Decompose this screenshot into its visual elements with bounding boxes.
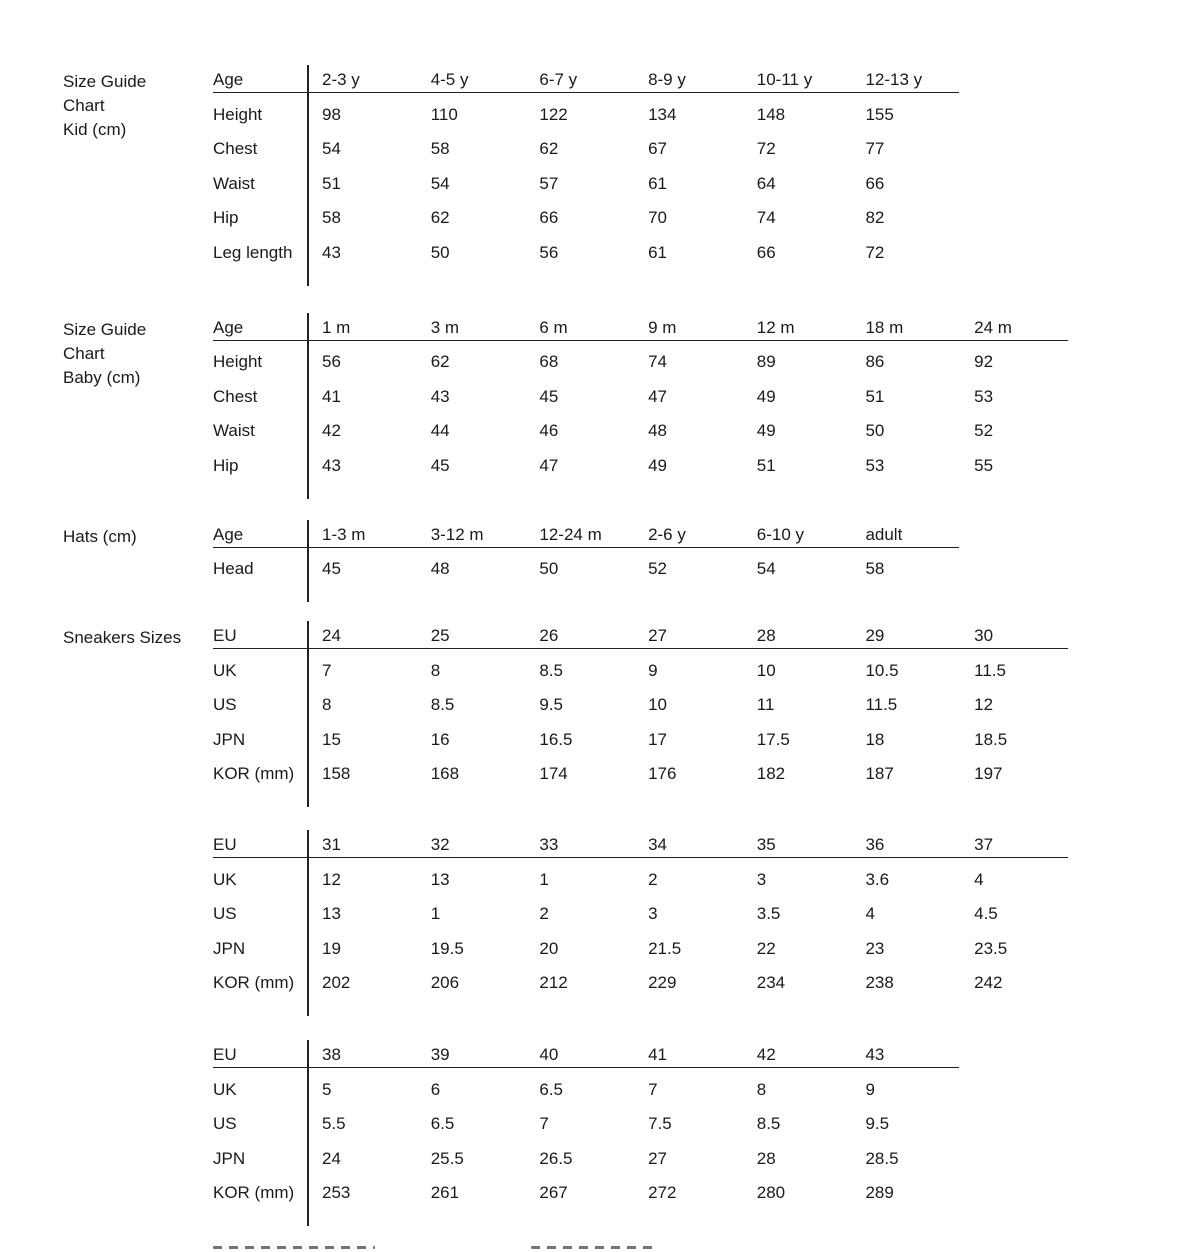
cutoff-text-fragment-left (213, 1246, 375, 1249)
value-cell: 8 (756, 1079, 767, 1099)
value-cell: 11.5 (865, 695, 898, 714)
value-cell: 68 (539, 352, 559, 371)
header-cell: 39 (430, 1045, 450, 1064)
value-cell: 44 (430, 421, 450, 440)
table-row (213, 684, 1068, 719)
value-cell: 261 (430, 1183, 460, 1202)
row-label-cell: Waist (213, 173, 255, 193)
value-cell: 1 (539, 869, 549, 889)
value-cell: 53 (974, 386, 994, 406)
value-cell: 229 (648, 973, 677, 992)
value-cell: 54 (756, 559, 776, 578)
table-row (213, 93, 959, 128)
value-cell: 17.5 (756, 729, 790, 749)
value-cell: 45 (539, 386, 559, 406)
header-cell: 10-11 y (756, 70, 813, 89)
header-label-cell: Age (213, 524, 244, 544)
table-row (213, 341, 1068, 376)
value-cell: 182 (756, 764, 786, 783)
header-label-cell: EU (213, 626, 237, 645)
column-divider-line (307, 1040, 309, 1226)
table-header-row (213, 520, 959, 548)
header-cell: 2-6 y (648, 524, 686, 544)
table-row (213, 231, 959, 266)
value-cell: 13 (322, 904, 341, 923)
column-divider-line (307, 313, 309, 499)
value-cell: 13 (430, 869, 450, 889)
table-row (213, 893, 1068, 928)
section-hats (63, 520, 1187, 603)
row-label-cell: KOR (mm) (213, 764, 295, 783)
header-cell: 1 m (322, 317, 351, 337)
kid-size-table (213, 65, 959, 286)
header-cell: 37 (974, 835, 994, 854)
header-cell: 8-9 y (648, 70, 686, 89)
section-label-line: Chart (63, 343, 105, 363)
value-cell: 92 (974, 352, 994, 371)
value-cell: 52 (974, 421, 994, 440)
table-row (213, 197, 959, 232)
value-cell: 27 (648, 1148, 667, 1168)
table-header-row (213, 1040, 959, 1068)
table-row (213, 128, 959, 163)
value-cell: 16 (430, 729, 450, 749)
value-cell: 10.5 (865, 660, 899, 680)
value-cell: 234 (756, 973, 786, 992)
row-label-cell: JPN (213, 1148, 246, 1168)
value-cell: 1 (430, 904, 441, 923)
value-cell: 20 (539, 938, 559, 958)
value-cell: 110 (430, 104, 458, 124)
row-label-cell: Height (213, 352, 263, 371)
value-cell: 242 (974, 973, 1003, 992)
header-cell: 12 m (756, 317, 795, 337)
value-cell: 5 (322, 1079, 332, 1099)
header-cell: 43 (865, 1045, 885, 1064)
row-label-cell: Head (213, 559, 254, 578)
baby-size-table (213, 313, 1068, 499)
value-cell: 74 (648, 352, 667, 371)
column-divider-line (307, 621, 309, 807)
row-label-cell: Chest (213, 139, 258, 158)
header-cell: 3-12 m (430, 524, 484, 544)
row-label-cell: UK (213, 869, 237, 889)
value-cell: 168 (430, 764, 460, 783)
value-cell: 54 (322, 139, 341, 158)
header-cell: 25 (430, 626, 450, 645)
table-row (213, 753, 1068, 788)
value-cell: 8 (430, 660, 441, 680)
value-cell: 280 (756, 1183, 786, 1202)
value-cell: 18 (865, 729, 885, 749)
value-cell: 72 (756, 139, 776, 158)
header-cell: 34 (648, 835, 667, 854)
value-cell: 82 (865, 208, 885, 227)
section-label-empty (63, 830, 213, 835)
value-cell: 50 (865, 421, 885, 440)
value-cell: 7 (539, 1114, 549, 1133)
value-cell: 10 (756, 660, 776, 680)
header-label-cell: EU (213, 1045, 237, 1064)
header-cell: 26 (539, 626, 559, 645)
header-cell: 41 (648, 1045, 667, 1064)
value-cell: 49 (756, 386, 776, 406)
value-cell: 66 (865, 173, 885, 193)
column-divider-line (307, 830, 309, 1016)
section-sneakers-1 (63, 621, 1187, 807)
value-cell: 11 (756, 695, 775, 714)
value-cell: 62 (430, 208, 450, 227)
header-label-cell: EU (213, 835, 237, 854)
section-sneakers-2 (63, 830, 1187, 1016)
value-cell: 134 (648, 104, 677, 124)
section-sneakers-3 (63, 1040, 1187, 1226)
value-cell: 5.5 (322, 1114, 346, 1133)
section-label-line: Size Guide (63, 72, 147, 91)
value-cell: 18.5 (974, 729, 1008, 749)
section-label-line: Kid (cm) (63, 120, 127, 139)
value-cell: 7.5 (648, 1114, 672, 1133)
table-row (213, 444, 1068, 479)
value-cell: 53 (865, 455, 885, 475)
header-cell: 29 (865, 626, 885, 645)
value-cell: 272 (648, 1183, 677, 1202)
value-cell: 238 (865, 973, 894, 992)
table-header-row (213, 621, 1068, 649)
row-label-cell: US (213, 904, 237, 923)
value-cell: 74 (756, 208, 776, 227)
value-cell: 176 (648, 764, 677, 783)
value-cell: 77 (865, 139, 885, 158)
row-label-cell: Hip (213, 208, 239, 227)
value-cell: 64 (756, 173, 776, 193)
section-label-line: Chart (63, 96, 105, 115)
value-cell: 43 (322, 455, 341, 475)
value-cell: 28 (756, 1148, 776, 1168)
value-cell: 55 (974, 455, 994, 475)
header-cell: 12-13 y (865, 70, 923, 89)
value-cell: 58 (430, 139, 450, 158)
header-cell: 30 (974, 626, 994, 645)
cutoff-text-fragment-right (531, 1246, 653, 1249)
header-cell: 38 (322, 1045, 341, 1064)
value-cell: 12 (322, 869, 341, 889)
value-cell: 9.5 (539, 695, 564, 714)
table-row (213, 1137, 959, 1172)
value-cell: 4 (865, 904, 875, 923)
value-cell: 17 (648, 729, 667, 749)
header-cell: 24 m (974, 317, 1012, 337)
value-cell: 51 (865, 386, 885, 406)
value-cell: 42 (322, 421, 341, 440)
sneakers-table-eu-24-30 (213, 621, 1068, 807)
value-cell: 16.5 (539, 729, 573, 749)
section-label-line: Sneakers Sizes (63, 628, 182, 647)
value-cell: 57 (539, 173, 559, 193)
value-cell: 24 (322, 1148, 341, 1168)
value-cell: 47 (648, 386, 667, 406)
value-cell: 7 (322, 660, 332, 680)
row-label-cell: Leg length (213, 242, 293, 262)
value-cell: 158 (322, 764, 351, 783)
header-cell: 12-24 m (539, 524, 602, 544)
section-kid (63, 65, 1187, 286)
table-row (213, 649, 1068, 684)
section-label-kid (63, 65, 213, 142)
value-cell: 187 (865, 764, 894, 783)
row-label-cell: UK (213, 660, 237, 680)
value-cell: 89 (756, 352, 776, 371)
value-cell: 51 (756, 455, 776, 475)
value-cell: 3 (756, 869, 767, 889)
value-cell: 41 (322, 386, 341, 406)
value-cell: 26.5 (539, 1148, 573, 1168)
table-header-row (213, 65, 959, 93)
table-row (213, 1172, 959, 1207)
table-row (213, 162, 959, 197)
table-row (213, 410, 1068, 445)
row-label-cell: US (213, 695, 237, 714)
value-cell: 62 (430, 352, 450, 371)
value-cell: 202 (322, 973, 351, 992)
value-cell: 6.5 (430, 1114, 455, 1133)
row-label-cell: KOR (mm) (213, 973, 295, 992)
value-cell: 3.6 (865, 869, 890, 889)
value-cell: 9.5 (865, 1114, 890, 1133)
table-row (213, 1103, 959, 1138)
value-cell: 52 (648, 559, 667, 578)
header-cell: 24 (322, 626, 341, 645)
value-cell: 48 (430, 559, 450, 578)
header-cell: 2-3 y (322, 70, 360, 89)
table-row (213, 375, 1068, 410)
value-cell: 47 (539, 455, 559, 475)
value-cell: 4 (974, 869, 984, 889)
value-cell: 23.5 (974, 938, 1008, 958)
value-cell: 25.5 (430, 1148, 464, 1168)
header-cell: 18 m (865, 317, 904, 337)
value-cell: 43 (322, 242, 341, 262)
value-cell: 61 (648, 173, 667, 193)
table-row (213, 858, 1068, 893)
section-label-baby (63, 313, 213, 390)
section-label-line: Baby (cm) (63, 367, 141, 387)
value-cell: 21.5 (648, 938, 682, 958)
header-cell: 28 (756, 626, 776, 645)
row-label-cell: UK (213, 1079, 237, 1099)
row-label-cell: Waist (213, 421, 255, 440)
value-cell: 2 (648, 869, 658, 889)
header-cell: 32 (430, 835, 450, 854)
value-cell: 50 (430, 242, 450, 262)
value-cell: 8.5 (756, 1114, 781, 1133)
header-cell: 36 (865, 835, 885, 854)
value-cell: 61 (648, 242, 667, 262)
section-label-hats (63, 520, 213, 549)
value-cell: 70 (648, 208, 667, 227)
header-label-cell: Age (213, 317, 244, 337)
value-cell: 19 (322, 938, 341, 958)
value-cell: 122 (539, 104, 568, 124)
value-cell: 51 (322, 173, 341, 193)
header-cell: 6 m (539, 317, 568, 337)
value-cell: 3.5 (756, 904, 781, 923)
row-label-cell: KOR (mm) (213, 1183, 295, 1202)
value-cell: 212 (539, 973, 568, 992)
section-label-sneakers (63, 621, 213, 650)
value-cell: 8.5 (539, 660, 564, 680)
table-row (213, 962, 1068, 997)
value-cell: 289 (865, 1183, 894, 1202)
value-cell: 6 (430, 1079, 441, 1099)
value-cell: 206 (430, 973, 460, 992)
header-cell: 1-3 m (322, 524, 366, 544)
header-cell: 40 (539, 1045, 559, 1064)
value-cell: 72 (865, 242, 885, 262)
value-cell: 15 (322, 729, 341, 749)
header-cell: 9 m (648, 317, 677, 337)
bottom-cutoff-line (213, 1245, 1187, 1251)
value-cell: 11.5 (974, 660, 1006, 680)
row-label-cell: JPN (213, 729, 246, 749)
value-cell: 54 (430, 173, 450, 193)
header-cell: 42 (756, 1045, 776, 1064)
header-cell: 3 m (430, 317, 460, 337)
value-cell: 46 (539, 421, 559, 440)
table-header-row (213, 313, 1068, 341)
header-cell: 6-7 y (539, 70, 578, 89)
value-cell: 4.5 (974, 904, 998, 923)
value-cell: 49 (756, 421, 776, 440)
value-cell: 67 (648, 139, 667, 158)
value-cell: 8 (322, 695, 332, 714)
value-cell: 6.5 (539, 1079, 564, 1099)
value-cell: 10 (648, 695, 667, 714)
value-cell: 19.5 (430, 938, 464, 958)
value-cell: 58 (322, 208, 341, 227)
table-header-row (213, 830, 1068, 858)
value-cell: 49 (648, 455, 667, 475)
value-cell: 45 (430, 455, 450, 475)
value-cell: 9 (648, 660, 658, 680)
hats-size-table (213, 520, 959, 603)
row-label-cell: Hip (213, 455, 239, 475)
header-cell: 31 (322, 835, 341, 854)
row-label-cell: Height (213, 104, 263, 124)
value-cell: 148 (756, 104, 786, 124)
sneakers-table-eu-38-43 (213, 1040, 959, 1226)
column-divider-line (307, 520, 309, 603)
table-row (213, 548, 959, 583)
value-cell: 2 (539, 904, 549, 923)
value-cell: 155 (865, 104, 894, 124)
header-cell: 4-5 y (430, 70, 469, 89)
header-cell: 6-10 y (756, 524, 804, 544)
value-cell: 3 (648, 904, 658, 923)
header-cell: 27 (648, 626, 667, 645)
section-label-line: Hats (cm) (63, 526, 137, 546)
value-cell: 56 (539, 242, 559, 262)
value-cell: 267 (539, 1183, 568, 1202)
column-divider-line (307, 65, 309, 286)
value-cell: 12 (974, 695, 994, 714)
table-row (213, 718, 1068, 753)
header-label-cell: Age (213, 70, 244, 89)
value-cell: 174 (539, 764, 568, 783)
table-row (213, 927, 1068, 962)
row-label-cell: JPN (213, 938, 246, 958)
section-label-empty (63, 1040, 213, 1045)
sneakers-table-eu-31-37 (213, 830, 1068, 1016)
value-cell: 50 (539, 559, 559, 578)
value-cell: 66 (756, 242, 776, 262)
value-cell: 8.5 (430, 695, 455, 714)
header-cell: 33 (539, 835, 559, 854)
value-cell: 7 (648, 1079, 658, 1099)
table-row (213, 1068, 959, 1103)
value-cell: 56 (322, 352, 341, 371)
value-cell: 48 (648, 421, 667, 440)
value-cell: 9 (865, 1079, 875, 1099)
header-cell: adult (865, 524, 903, 544)
value-cell: 98 (322, 104, 341, 124)
value-cell: 43 (430, 386, 450, 406)
value-cell: 66 (539, 208, 559, 227)
value-cell: 197 (974, 764, 1003, 783)
value-cell: 253 (322, 1183, 351, 1202)
row-label-cell: US (213, 1114, 237, 1133)
value-cell: 58 (865, 559, 885, 578)
value-cell: 86 (865, 352, 885, 371)
value-cell: 23 (865, 938, 885, 958)
value-cell: 62 (539, 139, 559, 158)
row-label-cell: Chest (213, 386, 258, 406)
value-cell: 45 (322, 559, 341, 578)
header-cell: 35 (756, 835, 776, 854)
section-label-line: Size Guide (63, 319, 147, 339)
value-cell: 28.5 (865, 1148, 899, 1168)
value-cell: 22 (756, 938, 776, 958)
section-baby (63, 313, 1187, 499)
